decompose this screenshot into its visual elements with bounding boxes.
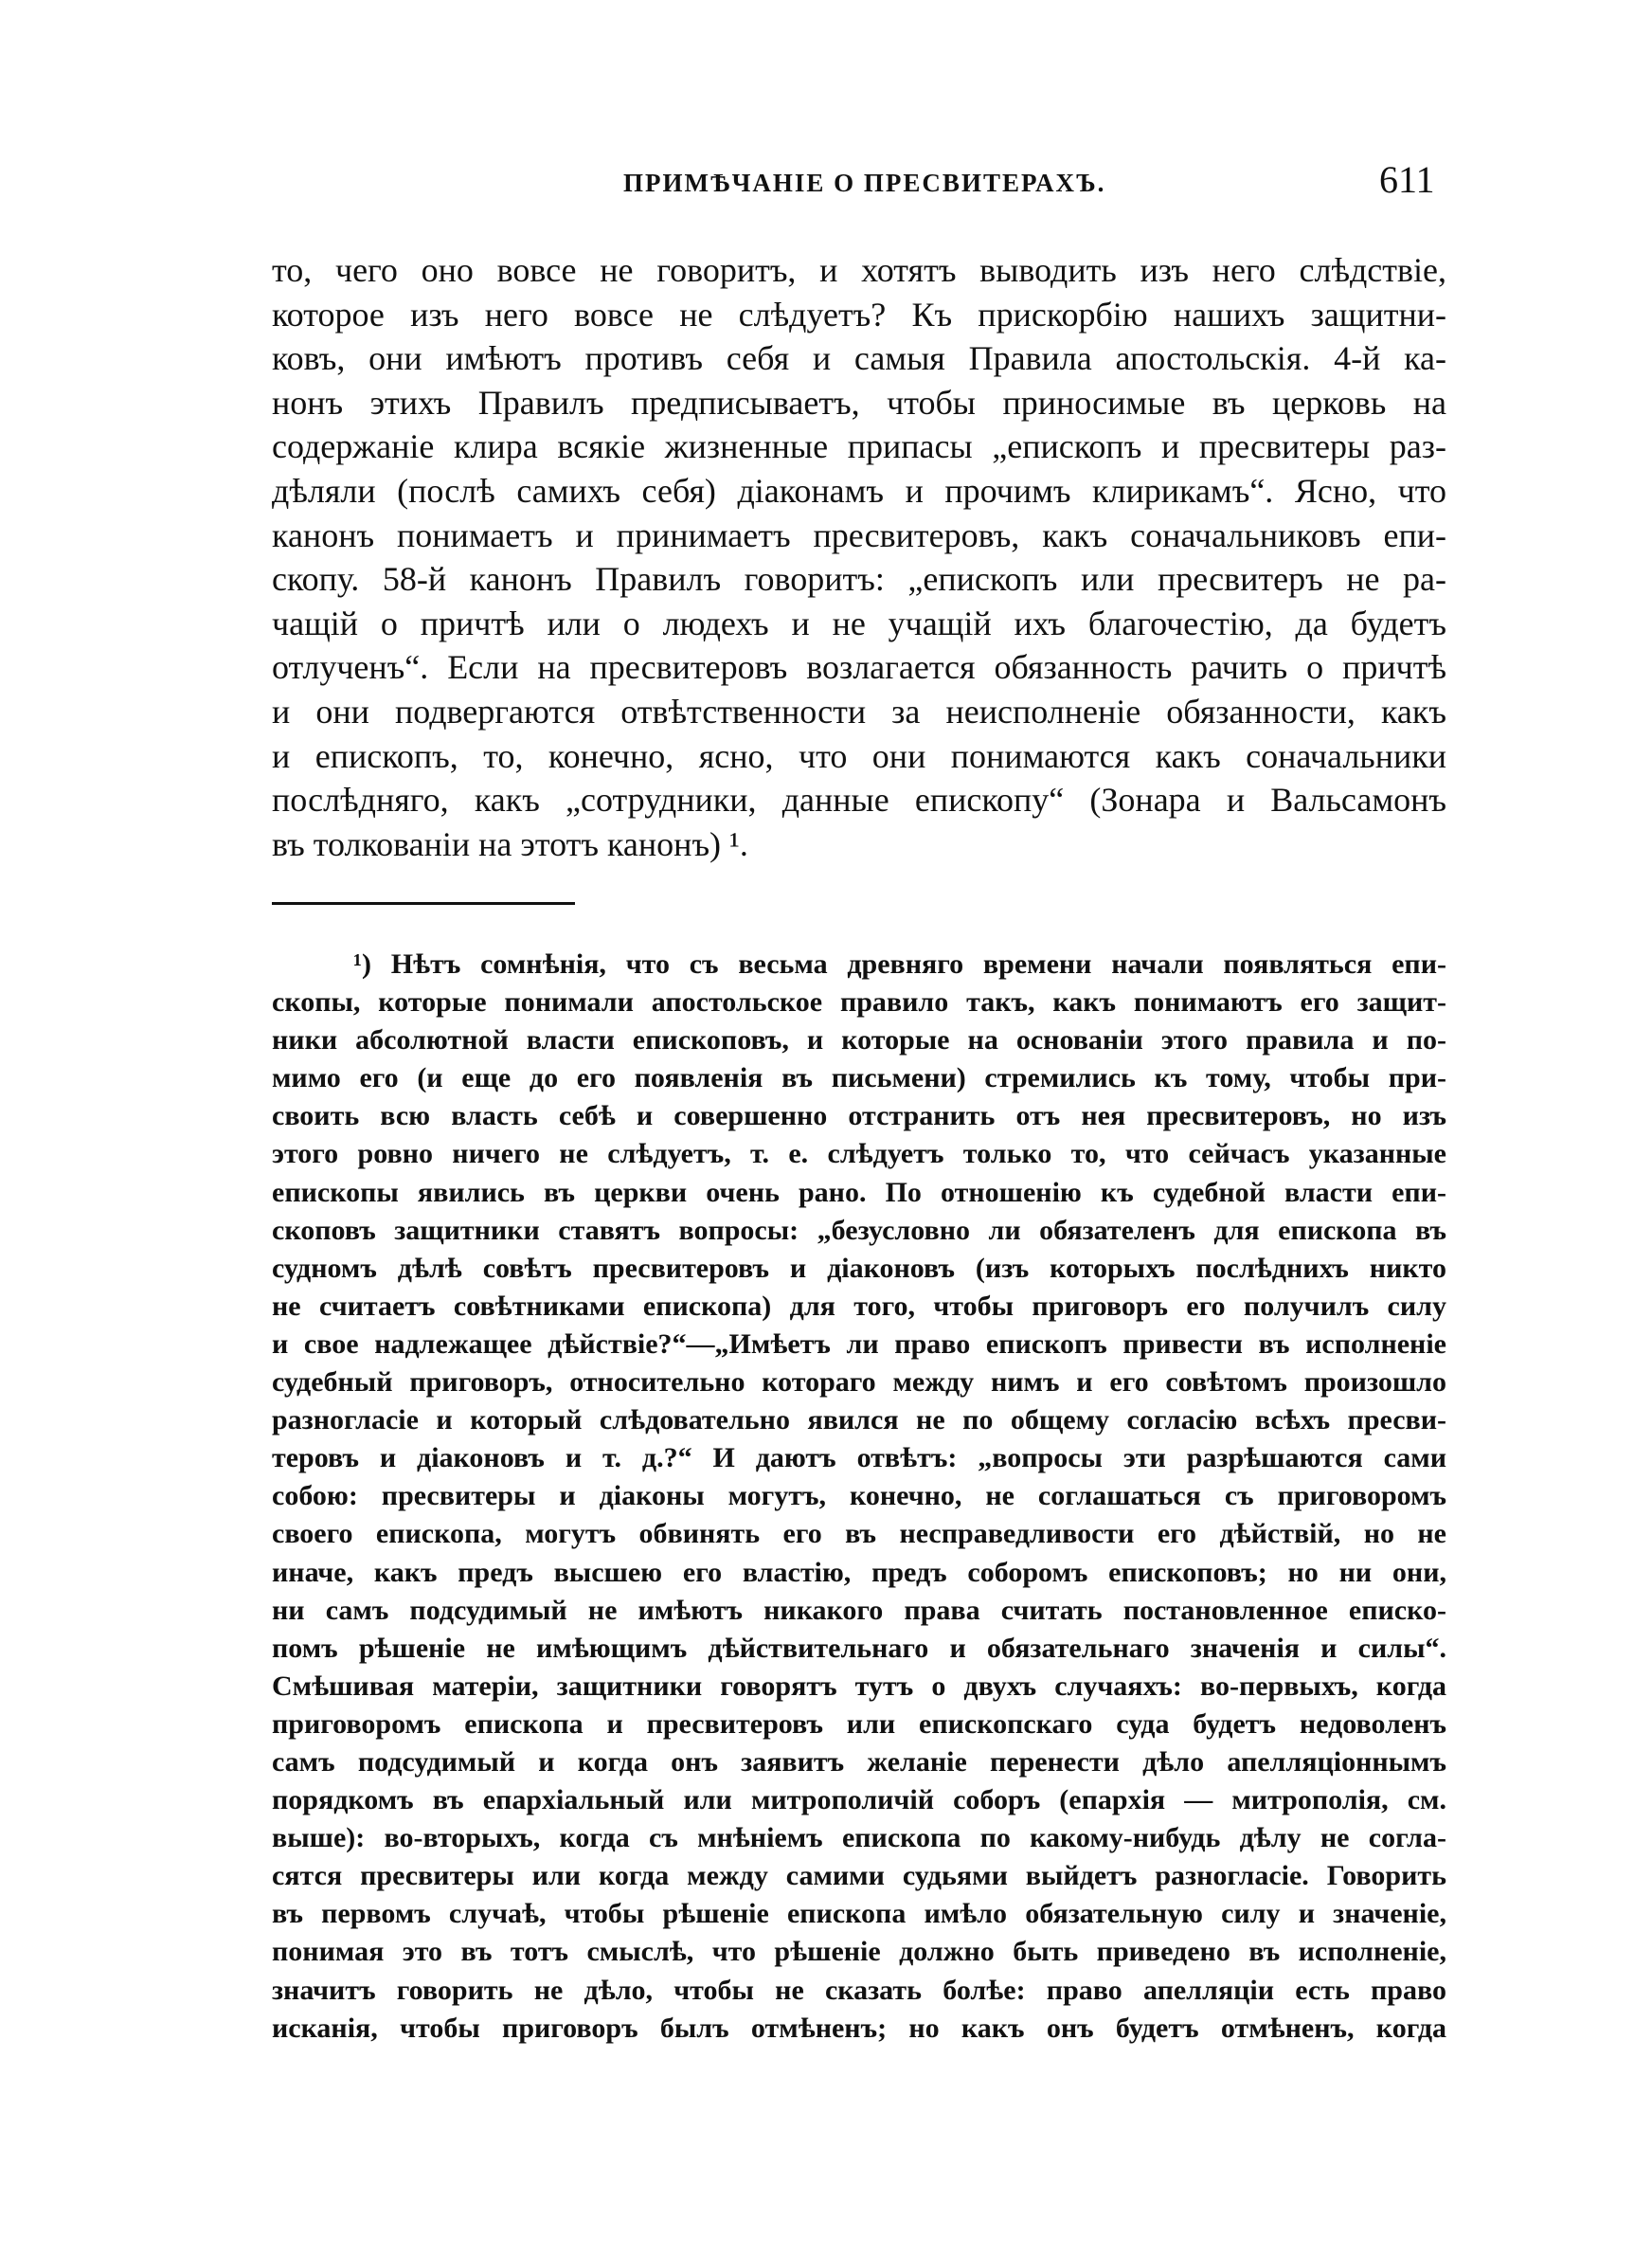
- footnote-line: собою: пресвитеры и діаконы могутъ, конечно, не соглашаться съ приговоромъ: [272, 1480, 1446, 1512]
- footnote-line: понимая это въ тотъ смыслѣ, что рѣшеніе должно быть приведено въ исполненіе,: [272, 1936, 1446, 1968]
- footnote-line: этого ровно ничего не слѣдуетъ, т. е. слѣдуетъ только то, что сейчасъ указанные: [272, 1138, 1446, 1170]
- main-text-line: чащій о причтѣ или о людехъ и не учащій ихъ благочестію, да будетъ: [272, 604, 1446, 642]
- main-text-line: нонъ этихъ Правилъ предписываетъ, чтобы приносимые въ церковь на: [272, 383, 1446, 422]
- footnote-line: судебный приговоръ, относительно котораго между нимъ и его совѣтомъ произошло: [272, 1366, 1446, 1399]
- footnote-line: своего епископа, могутъ обвинять его въ несправедливости его дѣйствій, но не: [272, 1518, 1446, 1550]
- footnote-line: Смѣшивая матеріи, защитники говорятъ тутъ о двухъ случаяхъ: во-первыхъ, когда: [272, 1670, 1446, 1702]
- main-text-line: отлученъ“. Если на пресвитеровъ возлагается обязанность рачить о причтѣ: [272, 648, 1446, 687]
- footnote-line: не считаетъ совѣтниками епископа) для того, чтобы приговоръ его получилъ силу: [272, 1290, 1446, 1322]
- main-text-line: дѣляли (послѣ самихъ себя) діаконамъ и прочимъ клирикамъ“. Ясно, что: [272, 471, 1446, 510]
- main-text-line: ковъ, они имѣютъ противъ себя и самыя Правила апостольскія. 4-й ка-: [272, 339, 1446, 378]
- footnote-line: скопы, которые понимали апостольское правило такъ, какъ понимаютъ его защит-: [272, 986, 1446, 1019]
- footnote-line: судномъ дѣлѣ совѣтъ пресвитеровъ и діаконовъ (изъ которыхъ послѣднихъ никто: [272, 1252, 1446, 1284]
- footnote-line: значитъ говорить не дѣло, чтобы не сказать болѣе: право апелляціи есть право: [272, 1974, 1446, 2006]
- footnote-line: ники абсолютной власти епископовъ, и которые на основаніи этого правила и по-: [272, 1024, 1446, 1056]
- main-text-line: канонъ понимаетъ и принимаетъ пресвитеровъ, какъ соначальниковъ епи-: [272, 515, 1446, 554]
- footnote-line: ни самъ подсудимый не имѣютъ никакого права считать постановленное еписко-: [272, 1594, 1446, 1626]
- footnote-line: своить всю власть себѣ и совершенно отстранить отъ нея пресвитеровъ, но изъ: [272, 1100, 1446, 1132]
- main-text-line: то, чего оно вовсе не говоритъ, и хотятъ выводить изъ него слѣдствіе,: [272, 251, 1446, 289]
- footnote-line: выше): во-вторыхъ, когда съ мнѣніемъ епископа по какому-нибудь дѣлу не согла-: [272, 1822, 1446, 1854]
- footnote-line: скоповъ защитники ставятъ вопросы: „безусловно ли обязателенъ для епископа въ: [272, 1214, 1446, 1246]
- main-text-line: скопу. 58-й канонъ Правилъ говоритъ: „епископъ или пресвитеръ не ра-: [272, 560, 1446, 599]
- main-text-line: которое изъ него вовсе не слѣдуетъ? Къ прискорбію нашихъ защитни-: [272, 295, 1446, 334]
- footnote-line: приговоромъ епископа и пресвитеровъ или епископскаго суда будетъ недоволенъ: [272, 1707, 1446, 1740]
- footnote-line: помъ рѣшеніе не имѣющимъ дѣйствительнаго и обязательнаго значенія и силы“.: [272, 1632, 1446, 1664]
- main-text-line: и епископъ, то, конечно, ясно, что они понимаются какъ соначальники: [272, 736, 1446, 775]
- main-text-line: содержаніе клира всякіе жизненные припасы „епископъ и пресвитеры раз-: [272, 427, 1446, 466]
- footnote-line: самъ подсудимый и когда онъ заявитъ желаніе перенести дѣло апелляціоннымъ: [272, 1745, 1446, 1778]
- running-title: ПРИМѢЧАНІЕ О ПРЕСВИТЕРАХЪ.: [623, 169, 1106, 197]
- footnote-line: сятся пресвитеры или когда между самими судьями выйдетъ разногласіе. Говорить: [272, 1860, 1446, 1892]
- footnote-line: епископы явились въ церкви очень рано. По отношенію къ судебной власти епи-: [272, 1176, 1446, 1208]
- footnote-line: мимо его (и еще до его появленія въ письмени) стремились къ тому, чтобы при-: [272, 1062, 1446, 1094]
- footnote-line: ¹) Нѣтъ сомнѣнія, что съ весьма древняго времени начали появляться епи-: [353, 948, 1446, 980]
- footnote-block: [272, 946, 1446, 2048]
- footnote-divider: [272, 902, 575, 905]
- main-text-line: и они подвергаются отвѣтственности за неисполненіе обязанности, какъ: [272, 692, 1446, 731]
- main-text-line: въ толкованіи на этотъ канонъ) ¹.: [272, 824, 748, 863]
- footnote-line: порядкомъ въ епархіальный или митрополичій соборъ (епархія — митрополія, см.: [272, 1784, 1446, 1816]
- main-text-line: послѣдняго, какъ „сотрудники, данные епископу“ (Зонара и Вальсамонъ: [272, 781, 1446, 820]
- footnote-line: теровъ и діаконовъ и т. д.?“ И даютъ отвѣтъ: „вопросы эти разрѣшаются сами: [272, 1442, 1446, 1474]
- footnote-line: и свое надлежащее дѣйствіе?“—„Имѣетъ ли право епископъ привести въ исполненіе: [272, 1327, 1446, 1360]
- footnote-line: иначе, какъ предъ высшею его властію, предъ соборомъ епископовъ; но ни они,: [272, 1556, 1446, 1588]
- main-text-block: [272, 248, 1446, 866]
- footnote-line: разногласіе и который слѣдовательно явился не по общему согласію всѣхъ пресви-: [272, 1404, 1446, 1436]
- footnote-line: исканія, чтобы приговоръ былъ отмѣненъ; но какъ онъ будетъ отмѣненъ, когда: [272, 2012, 1446, 2044]
- page-number: 611: [1379, 158, 1435, 201]
- footnote-line: въ первомъ случаѣ, чтобы рѣшеніе епископа имѣло обязательную силу и значеніе,: [272, 1898, 1446, 1930]
